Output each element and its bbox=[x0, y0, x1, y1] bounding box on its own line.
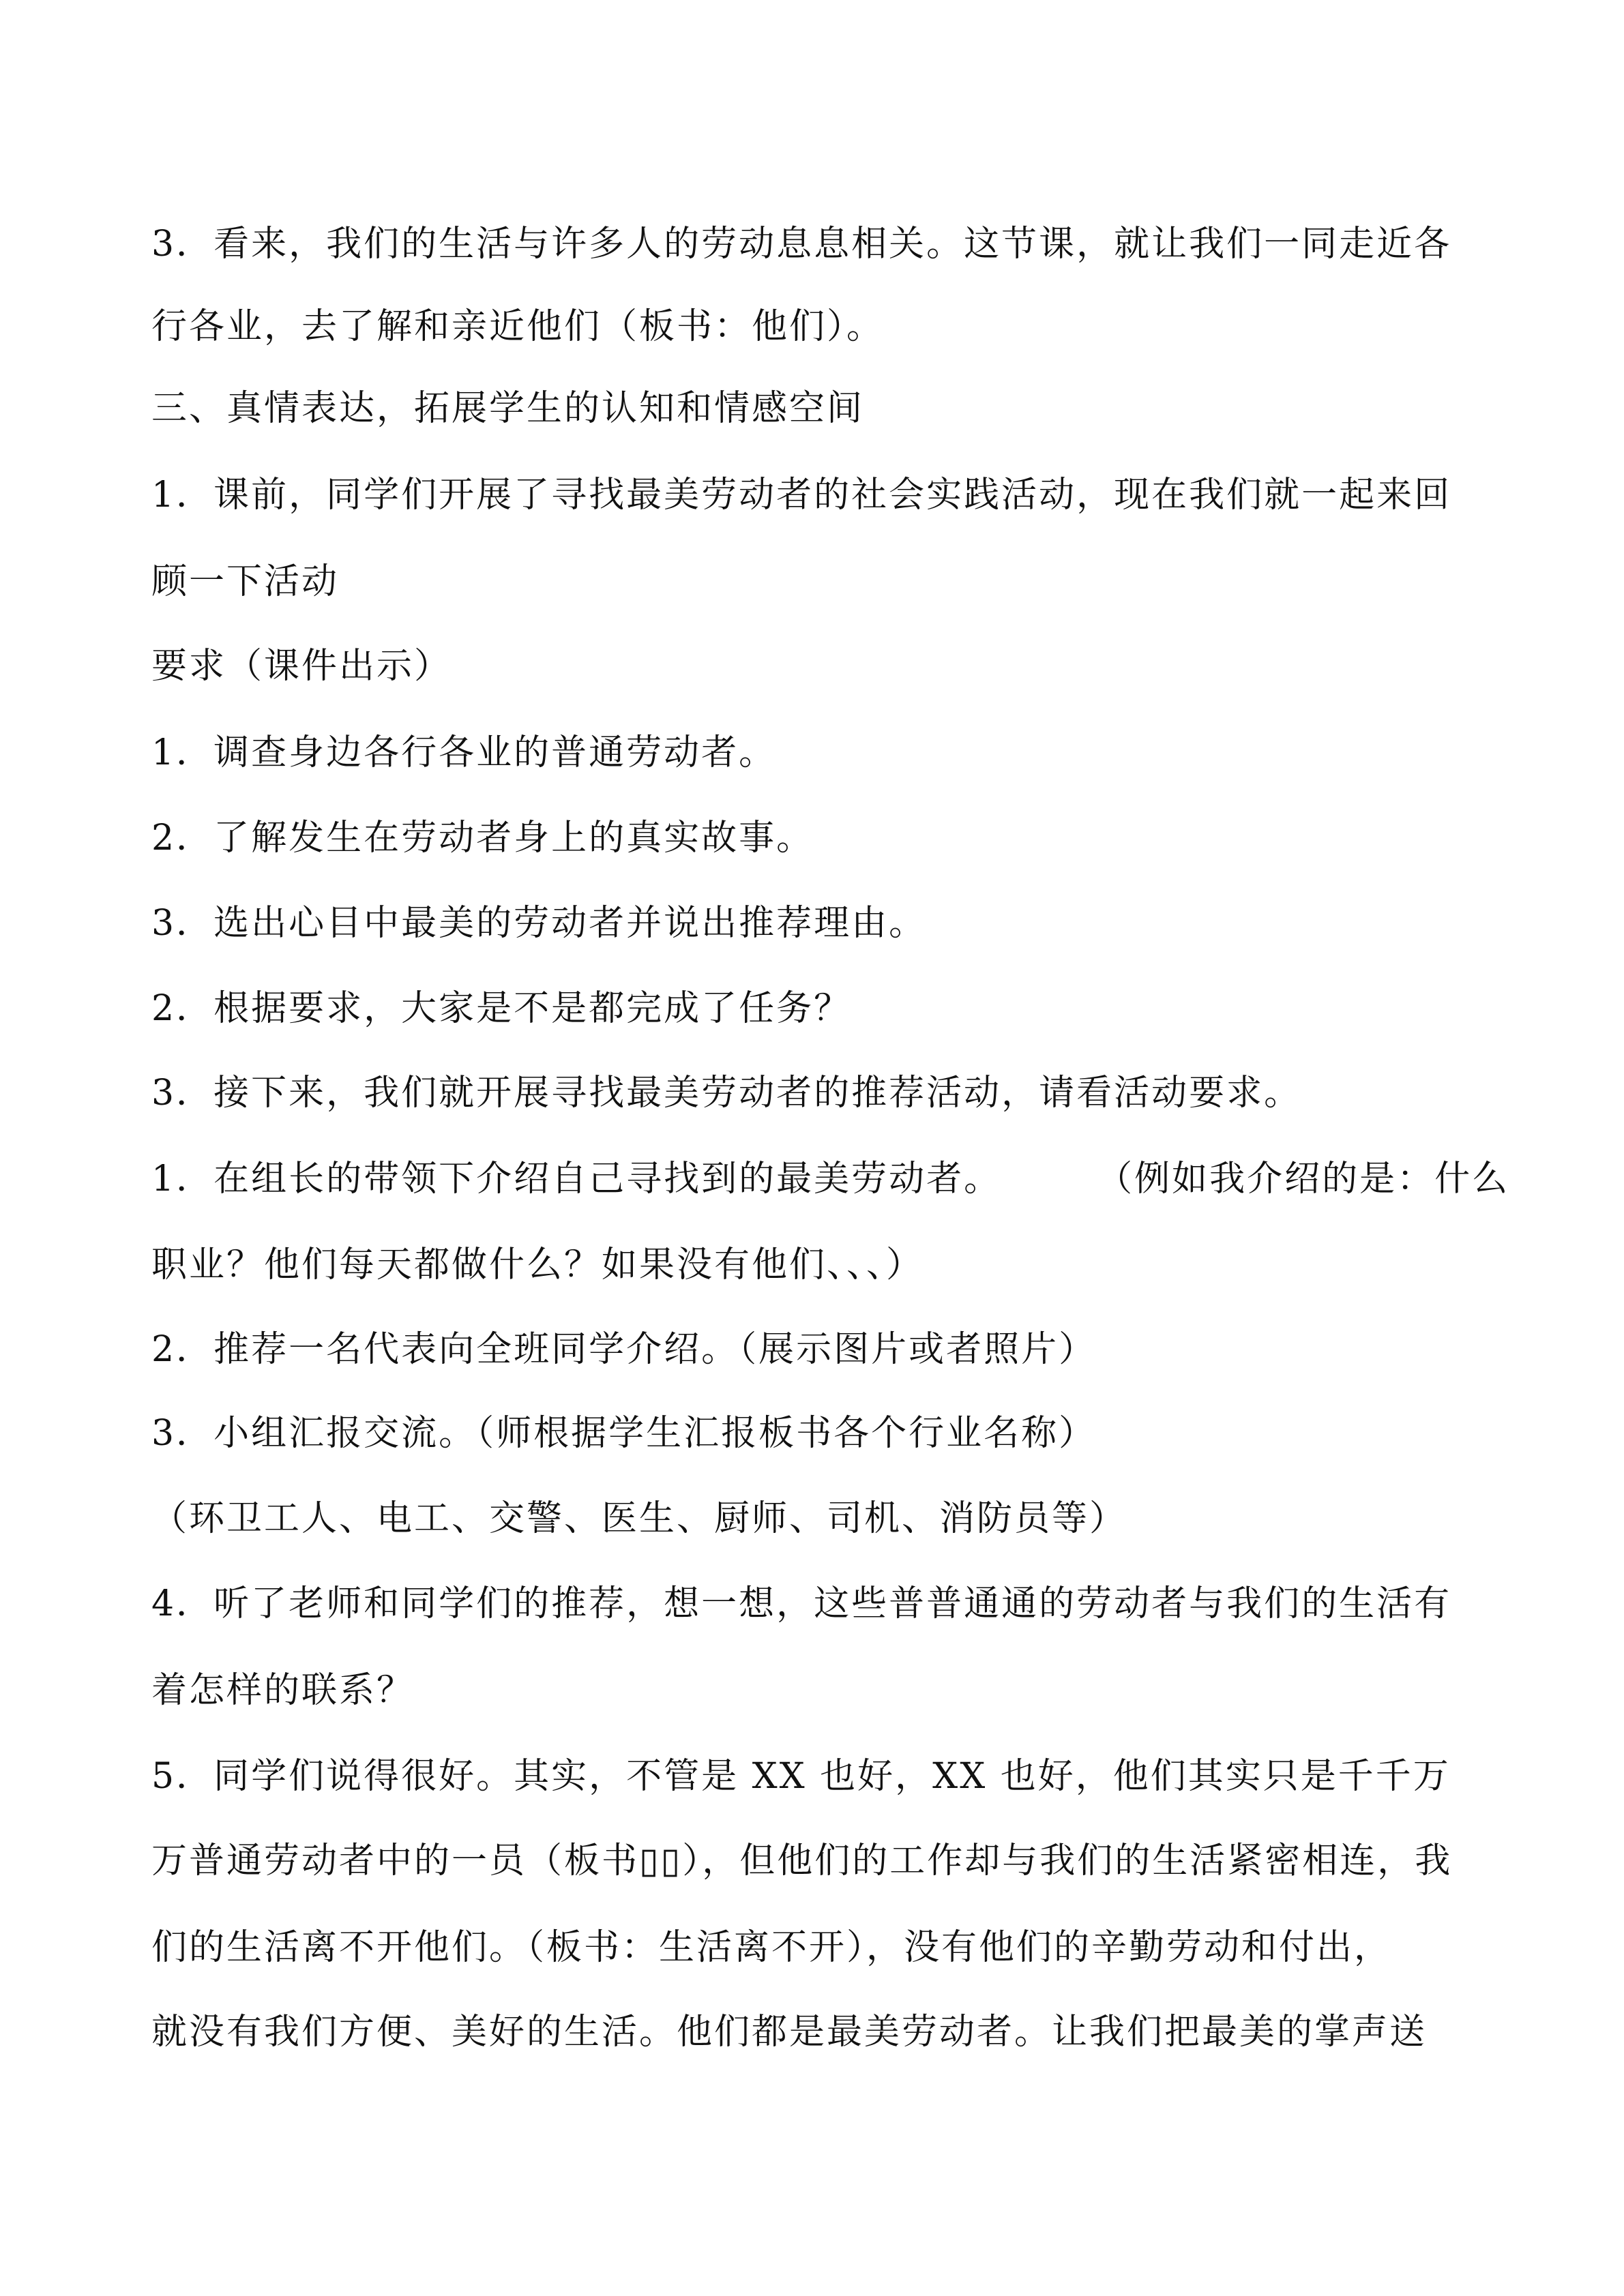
text-line: 就没有我们方便、美好的生活。他们都是最美劳动者。让我们把最美的掌声送 bbox=[151, 2012, 1428, 2053]
text-line: 2．推荐一名代表向全班同学介绍。（展示图片或者照片） bbox=[151, 1329, 1097, 1370]
text-line: 三、真情表达，拓展学生的认知和情感空间 bbox=[151, 388, 865, 429]
text-line: 1．课前，同学们开展了寻找最美劳动者的社会实践活动，现在我们就一起来回 bbox=[151, 475, 1452, 516]
text-line bbox=[151, 1154, 1509, 1204]
text-line: 5．同学们说得很好。其实，不管是 XX 也好，XX 也好，他们其实只是千千万 bbox=[151, 1756, 1451, 1797]
text-line: 要求（课件出示） bbox=[151, 646, 452, 687]
text-line: 职业？他们每天都做什么？如果没有他们、、、） bbox=[151, 1244, 924, 1285]
text-line: 2．了解发生在劳动者身上的真实故事。 bbox=[151, 818, 814, 859]
text-line: 着怎样的联系？ bbox=[151, 1670, 415, 1711]
text-line: 2．根据要求，大家是不是都完成了任务？ bbox=[151, 988, 852, 1029]
text-line: 行各业，去了解和亲近他们（板书：他们）。 bbox=[151, 306, 885, 347]
text-line: 顾一下活动 bbox=[151, 561, 340, 602]
text-line: 1．调查身边各行各业的普通劳动者。 bbox=[151, 732, 777, 773]
text-line: 3．小组汇报交流。（师根据学生汇报板书各个行业名称） bbox=[151, 1413, 1097, 1454]
text-line: （环卫工人、电工、交警、医生、厨师、司机、消防员等） bbox=[151, 1498, 1127, 1539]
text-segment: （例如我介绍的是：什么 bbox=[1097, 1159, 1510, 1199]
text-line: 3．看来，我们的生活与许多人的劳动息息相关。这节课，就让我们一同走近各 bbox=[151, 224, 1452, 265]
text-line: 4．听了老师和同学们的推荐，想一想，这些普普通通的劳动者与我们的生活有 bbox=[151, 1583, 1452, 1624]
text-line: 们的生活离不开他们。（板书：生活离不开），没有他们的辛勤劳动和付出， bbox=[151, 1927, 1392, 1968]
text-line: 3．选出心目中最美的劳动者并说出推荐理由。 bbox=[151, 903, 927, 944]
text-line: 3．接下来，我们就开展寻找最美劳动者的推荐活动，请看活动要求。 bbox=[151, 1073, 1302, 1114]
text-segment: 1．在组长的带领下介绍自己寻找到的最美劳动者。 bbox=[151, 1159, 1002, 1199]
text-line: 万普通劳动者中的一员（板书▯▯），但他们的工作却与我们的生活紧密相连，我 bbox=[151, 1840, 1453, 1881]
